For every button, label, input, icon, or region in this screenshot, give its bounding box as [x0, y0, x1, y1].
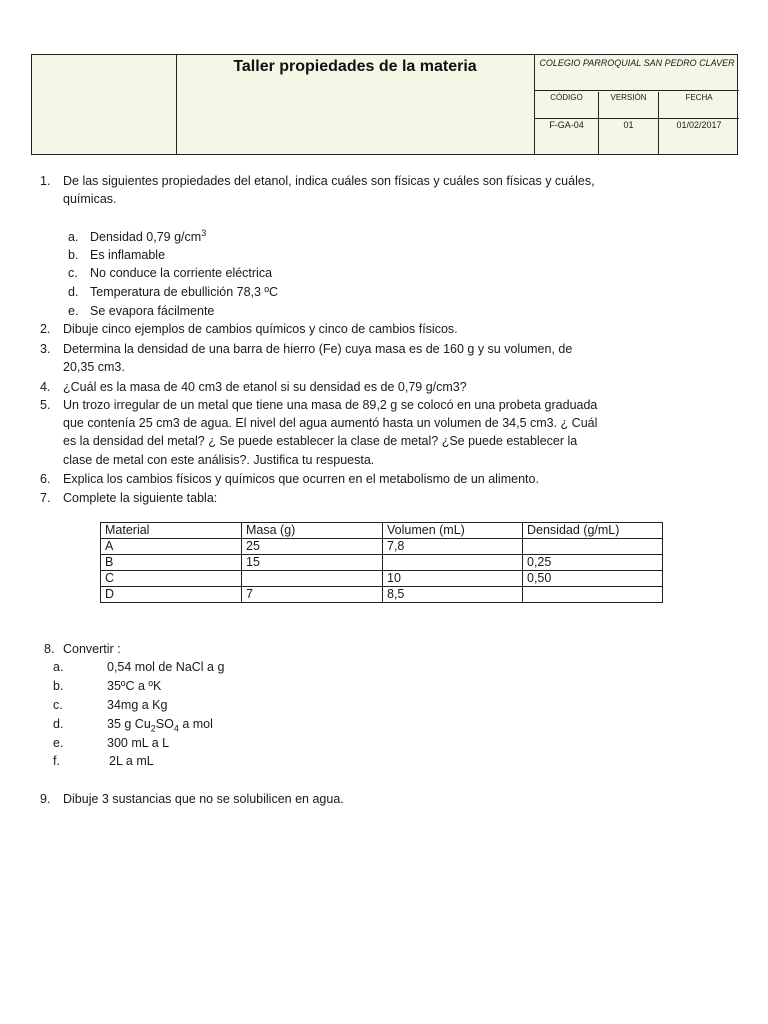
q8-item-letter: f.: [53, 754, 60, 768]
q1-text-line1: De las siguientes propiedades del etanol, indica cuáles son físicas y cuáles son físicas y cuáles,: [63, 174, 595, 188]
table-cell: [523, 587, 663, 603]
table-cell: C: [101, 571, 242, 587]
table-cell: D: [101, 587, 242, 603]
version-value: 01: [599, 119, 659, 154]
table-cell: 7,8: [383, 539, 523, 555]
q3-number: 3.: [40, 342, 51, 356]
logo-cell: [32, 55, 177, 154]
q1-item-e: Se evapora fácilmente: [90, 304, 215, 318]
q8-item-letter: c.: [53, 698, 63, 712]
table-header-cell: Volumen (mL): [383, 523, 523, 539]
table-cell: [383, 555, 523, 571]
q8-title: Convertir :: [63, 642, 121, 656]
density-table: [100, 522, 663, 603]
table-cell: 7: [242, 587, 383, 603]
q1-item-letter: e.: [68, 304, 79, 318]
table-cell: 15: [242, 555, 383, 571]
q2-number: 2.: [40, 322, 51, 336]
q1-item-letter: a.: [68, 230, 79, 244]
q8-number: 8.: [44, 642, 55, 656]
table-header-cell: Densidad (g/mL): [523, 523, 663, 539]
q1-item-letter: c.: [68, 266, 78, 280]
q1-item-c: No conduce la corriente eléctrica: [90, 266, 273, 280]
q9-number: 9.: [40, 792, 51, 806]
q1-item-b: Es inflamable: [90, 248, 166, 262]
table-cell: A: [101, 539, 242, 555]
q5-text-line3: es la densidad del metal? ¿ Se puede establecer la clase de metal? ¿Se puede establecer la: [63, 434, 578, 448]
q9-text: Dibuje 3 sustancias que no se solubilicen en agua.: [63, 792, 344, 806]
q3-text-line1: Determina la densidad de una barra de hierro (Fe) cuya masa es de 160 g y su volumen, de: [63, 342, 573, 356]
table-row: [101, 555, 663, 571]
table-row: [101, 587, 663, 603]
title-cell: [176, 55, 535, 154]
q6-text: Explica los cambios físicos y químicos que ocurren en el metabolismo de un alimento.: [63, 472, 539, 486]
q8-item-letter: b.: [53, 679, 64, 693]
q1-item-a: Densidad 0,79 $g/cm^3$: [90, 227, 207, 244]
table-cell: B: [101, 555, 242, 571]
table-cell: 0,50: [523, 571, 663, 587]
q2-text: Dibuje cinco ejemplos de cambios químicos y cinco de cambios físicos.: [63, 322, 458, 336]
version-label: VERSIÓN: [599, 92, 659, 119]
q8-item-d: 35 g $Cu_2SO_4$ a mol: [107, 717, 213, 734]
q8-item-b: 35ºC a ºK: [107, 679, 162, 693]
q8-item-f: 2L a mL: [109, 754, 154, 768]
q7-number: 7.: [40, 491, 51, 505]
table-header-row: [101, 523, 663, 539]
table-cell: 8,5: [383, 587, 523, 603]
code-value: F-GA-04: [535, 119, 599, 154]
q8-item-letter: e.: [53, 736, 64, 750]
q4-text: ¿Cuál es la masa de 40 cm3 de etanol si su densidad es de 0,79 g/cm3?: [63, 380, 467, 394]
table-cell: [242, 571, 383, 587]
page-title: Taller propiedades de la materia: [233, 58, 477, 75]
q8-item-e: 300 mL a L: [107, 736, 170, 750]
q6-number: 6.: [40, 472, 51, 486]
school-name: COLEGIO PARROQUIAL SAN PEDRO CLAVER: [535, 55, 739, 91]
table-cell: [523, 539, 663, 555]
document-header: [31, 54, 738, 155]
table-row: [101, 571, 663, 587]
table-header-cell: Material: [101, 523, 242, 539]
q5-text-line4: clase de metal con este análisis?. Justifica tu respuesta.: [63, 453, 375, 467]
date-label: FECHA: [659, 92, 739, 119]
table-row: [101, 539, 663, 555]
q8-item-a: 0,54 mol de NaCl a g: [107, 660, 225, 674]
q1-item-d: Temperatura de ebullición 78,3 ºC: [90, 285, 279, 299]
q3-text-line2: 20,35 cm3.: [63, 360, 125, 374]
code-label: CÓDIGO: [535, 92, 599, 119]
table-cell: 0,25: [523, 555, 663, 571]
q1-item-letter: b.: [68, 248, 79, 262]
q8-item-letter: d.: [53, 717, 64, 731]
q5-text-line1: Un trozo irregular de un metal que tiene una masa de 89,2 g se colocó en una probeta graduada: [63, 398, 598, 412]
q5-number: 5.: [40, 398, 51, 412]
q1-item-letter: d.: [68, 285, 79, 299]
table-cell: 25: [242, 539, 383, 555]
table-cell: 10: [383, 571, 523, 587]
q8-item-c: 34mg a Kg: [107, 698, 168, 712]
q1-text-line2: químicas.: [63, 192, 117, 206]
q1-number: 1.: [40, 174, 51, 188]
q7-text: Complete la siguiente tabla:: [63, 491, 218, 505]
table-header-cell: Masa (g): [242, 523, 383, 539]
q8-item-letter: a.: [53, 660, 64, 674]
date-value: 01/02/2017: [676, 120, 722, 130]
q5-text-line2: que contenía 25 cm3 de agua. El nivel del agua aumentó hasta un volumen de 34,5 cm3. ¿ Cuál: [63, 416, 598, 430]
q4-number: 4.: [40, 380, 51, 394]
